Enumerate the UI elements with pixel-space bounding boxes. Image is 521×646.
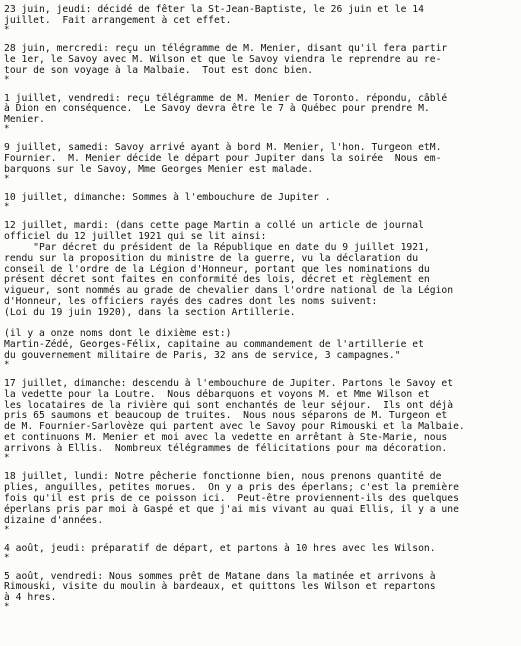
entry-line: fois qu'il est pris de ce poisson ici. Peut-être proviennent-ils des quelques [4,492,459,504]
entry-line: Rimouski, visite du moulin à bardeaux, et quittons les Wilson et repartons [4,581,436,593]
diary-entry [4,379,517,462]
entry-line: de M. Fournier-Sarlovèze qui partent avec le Savoy pour Rimouski et la Malbaie. [4,421,465,433]
diary-entry [4,544,517,562]
diary-entry [4,221,517,369]
entry-line: barquons sur le Savoy, Mme Georges Menier est malade. [4,164,314,176]
entry-line: vigueur, sont nommés au grade de chevalier dans l'ordre national de la Légion [4,285,454,297]
entry-line: 28 juin, mercredi: reçu un télégramme de M. Menier, disant qu'il fera partir [4,42,448,54]
diary-entry [4,572,517,612]
diary-entry [4,472,517,534]
entry-line: dizaine d'années. [4,514,104,526]
entry-line: 10 juillet, dimanche: Sommes à l'embouchure de Jupiter . [4,191,331,203]
entry-line: les locataires de la rivière qui sont enchantés de leur séjour. Ils ont déjà [4,399,454,411]
entry-line: 1 juillet, vendredi: reçu télégramme de M. Menier de Toronto. répondu, câblé [4,92,448,104]
entry-line: juillet. Fait arrangement à cet effet. [4,14,232,26]
entry-line: la vedette pour la Loutre. Nous débarquons et voyons M. et Mme Wilson et [4,388,430,400]
entry-line: 9 juillet, samedi: Savoy arrivé ayant à bord M. Menier, l'hon. Turgeon etM. [4,142,442,154]
entry-line: d'Honneur, les officiers rayés des cadres dont les noms suivent: [4,296,378,308]
entry-separator: * [4,359,10,370]
entry-line: et continuons M. Menier et moi avec la vedette en arrêtant à Ste-Marie, nous [4,432,448,444]
entry-line: (il y a onze noms dont le dixième est:) [4,328,232,340]
entry-line: "Par décret du président de la République en date du 9 juillet 1921, [4,241,430,253]
entry-separator: * [4,173,10,184]
entry-line: du gouvernement militaire de Paris, 32 ans de service, 3 campagnes." [4,349,401,361]
entry-separator: * [4,24,10,35]
entry-line: rendu sur la proposition du ministre de la guerre, vu la déclaration du [4,252,419,264]
entry-line: conseil de l'ordre de la Légion d'Honneur, portant que les nominations du [4,263,430,275]
diary-entry [4,94,517,134]
entry-separator: * [4,124,10,135]
entry-line: éperlans pris par moi à Gaspé et que j'ai mis vivant au quai Ellis, il y a une [4,503,459,515]
entry-separator: * [4,552,10,563]
entry-line: pris 65 saumons et beaucoup de truites. Nous nous séparons de M. Turgeon et [4,410,448,422]
entry-line: Martin-Zédé, Georges-Félix, capitaine au commandement de l'artillerie et [4,338,424,350]
entry-separator: * [4,453,10,464]
entry-line: Fournier. M. Menier décide le départ pour Jupiter dans la soirée Nous em- [4,153,442,165]
entry-line: Menier. [4,114,45,126]
entry-line: à Dion en conséquence. Le Savoy devra être le 7 à Québec pour prendre M. [4,103,430,115]
entry-line: (Loi du 19 juin 1920), dans la section Artillerie. [4,307,296,319]
entry-separator: * [4,74,10,85]
entry-line: 17 juillet, dimanche: descendu à l'embouchure de Jupiter. Partons le Savoy et [4,377,454,389]
entry-line: présent décret sont faites en conformité des lois, décret et règlement en [4,274,430,286]
diary-entry [4,193,517,211]
entry-line: tour de son voyage à la Malbaie. Tout est donc bien. [4,64,314,76]
entry-line: 5 août, vendredi: Nous sommes prêt de Matane dans la matinée et arrivons à [4,570,436,582]
entry-line: 18 juillet, lundi: Notre pêcherie fonctionne bien, nous prenons quantité de [4,471,442,483]
entry-line: arrivons à Ellis. Nombreux télégrammes de félicitations pour ma décoration. [4,443,448,455]
entry-line: 12 juillet, mardi: (dans cette page Martin a collé un article de journal [4,219,424,231]
diary-entry [4,44,517,84]
entry-line: 4 août, jeudi: préparatif de départ, et partons à 10 hres avec les Wilson. [4,542,436,554]
entry-line: le 1er, le Savoy avec M. Wilson et que le Savoy viendra le reprendre au re- [4,53,442,65]
entry-separator: * [4,524,10,535]
entry-line: 23 juin, jeudi: décidé de fêter la St-Jean-Baptiste, le 26 juin et le 14 [4,4,424,15]
entry-separator: * [4,201,10,212]
entry-line: plies, anguilles, petites morues. On y a pris des éperlans; c'est la première [4,482,459,493]
diary-entry [4,143,517,183]
entry-separator: * [4,602,10,613]
entry-line: à 4 hres. [4,592,57,604]
entry-line: officiel du 12 juillet 1921 qui se lit ainsi: [4,230,267,242]
diary-entry [4,5,517,34]
